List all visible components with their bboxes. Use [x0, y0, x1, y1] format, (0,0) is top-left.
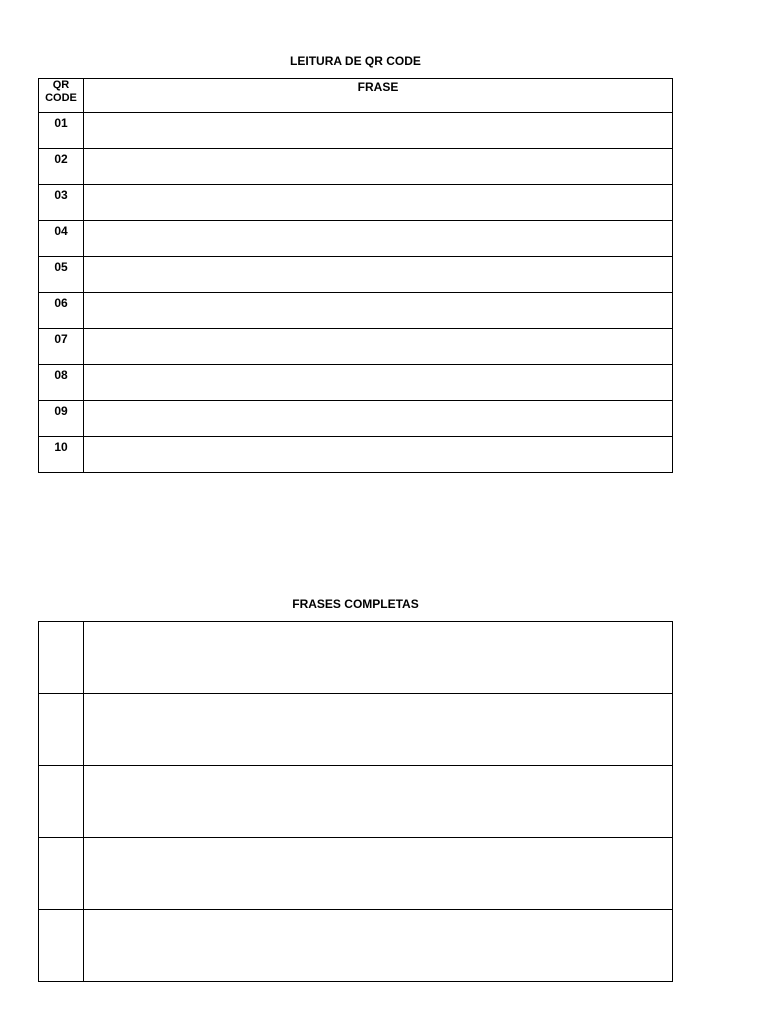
- qr-code-number: 06: [39, 293, 84, 329]
- table-row: [39, 257, 673, 293]
- frase-cell[interactable]: [84, 185, 673, 221]
- complete-phrase-cell[interactable]: [84, 694, 673, 766]
- frase-cell[interactable]: [84, 149, 673, 185]
- table-header-row: [39, 79, 673, 113]
- qr-code-number: 04: [39, 221, 84, 257]
- frase-cell[interactable]: [84, 221, 673, 257]
- complete-phrase-cell[interactable]: [84, 622, 673, 694]
- label-cell[interactable]: [39, 910, 84, 982]
- qr-code-number: 05: [39, 257, 84, 293]
- frase-column-header: FRASE: [84, 79, 673, 113]
- label-cell[interactable]: [39, 838, 84, 910]
- qr-code-number: 10: [39, 437, 84, 473]
- table-row: [39, 113, 673, 149]
- complete-phrases-table: [38, 621, 673, 982]
- qr-code-table: [38, 78, 673, 473]
- table-row: [39, 185, 673, 221]
- frase-cell[interactable]: [84, 257, 673, 293]
- frase-cell[interactable]: [84, 113, 673, 149]
- table-row: [39, 329, 673, 365]
- qr-code-column-header: QR CODE: [39, 79, 84, 113]
- complete-phrase-cell[interactable]: [84, 838, 673, 910]
- qr-code-number: 08: [39, 365, 84, 401]
- complete-phrases-title: FRASES COMPLETAS: [292, 597, 419, 611]
- qr-code-number: 09: [39, 401, 84, 437]
- table-row: [39, 365, 673, 401]
- frase-cell[interactable]: [84, 401, 673, 437]
- table-row: [39, 694, 673, 766]
- table-row: [39, 838, 673, 910]
- complete-phrase-cell[interactable]: [84, 766, 673, 838]
- complete-phrase-cell[interactable]: [84, 910, 673, 982]
- label-cell[interactable]: [39, 694, 84, 766]
- frase-cell[interactable]: [84, 365, 673, 401]
- qr-code-number: 02: [39, 149, 84, 185]
- qr-code-number: 07: [39, 329, 84, 365]
- table-row: [39, 401, 673, 437]
- label-cell[interactable]: [39, 766, 84, 838]
- qr-code-number: 01: [39, 113, 84, 149]
- table-row: [39, 221, 673, 257]
- qr-code-number: 03: [39, 185, 84, 221]
- table-row: [39, 149, 673, 185]
- table-row: [39, 437, 673, 473]
- table-row: [39, 766, 673, 838]
- frase-cell[interactable]: [84, 437, 673, 473]
- table-row: [39, 622, 673, 694]
- frase-cell[interactable]: [84, 329, 673, 365]
- table-row: [39, 910, 673, 982]
- qr-section-title: LEITURA DE QR CODE: [290, 54, 421, 68]
- label-cell[interactable]: [39, 622, 84, 694]
- frase-cell[interactable]: [84, 293, 673, 329]
- table-row: [39, 293, 673, 329]
